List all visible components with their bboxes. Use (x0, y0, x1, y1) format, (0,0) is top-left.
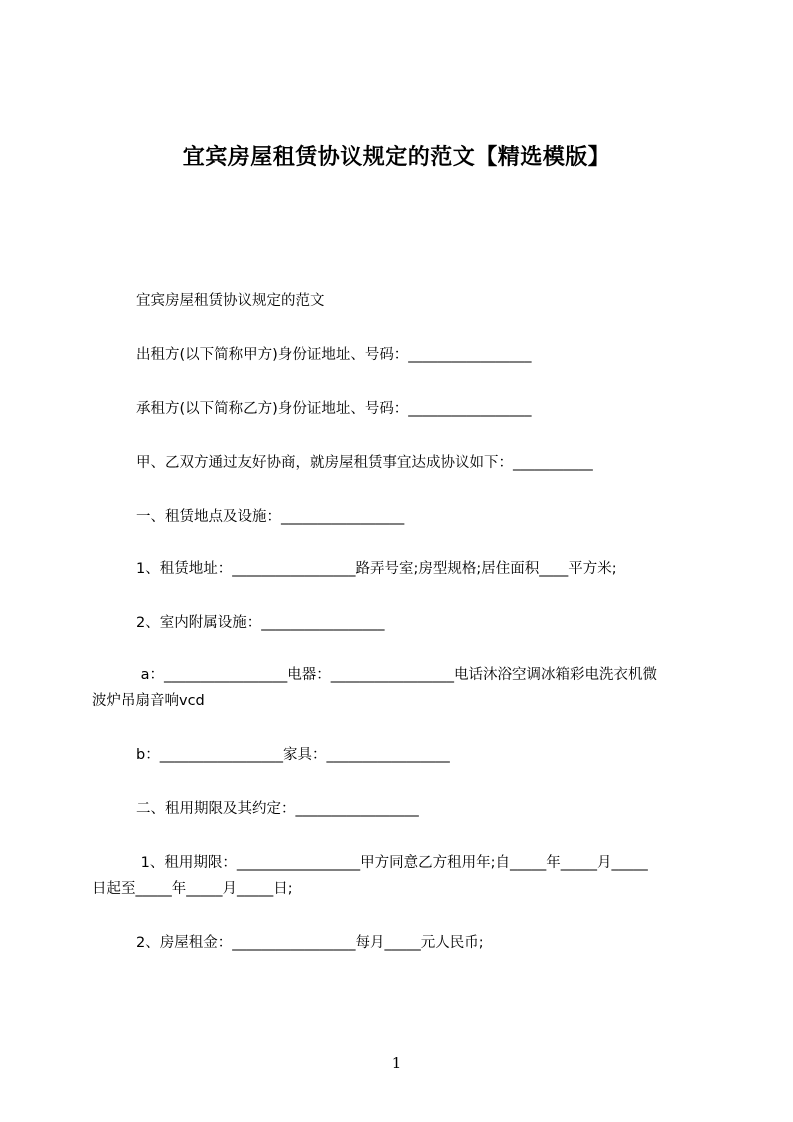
paragraph-furniture: b：_________________家具：_________________ (136, 747, 450, 763)
paragraph-appliances: a：_________________电器：_________________电话沐浴空调冰箱彩电洗衣机微 (136, 667, 657, 683)
paragraph-lease-address: 1、租赁地址：_________________路弄号室;房型规格;居住面积____平方米; (136, 561, 617, 577)
paragraph-subtitle: 宜宾房屋租赁协议规定的范文 (136, 293, 325, 309)
paragraph-appliances-cont: 波炉吊扇音响vcd (92, 693, 205, 709)
paragraph-facilities: 2、室内附属设施：_________________ (136, 615, 385, 631)
paragraph-rent: 2、房屋租金：_________________每月_____元人民币; (136, 935, 484, 951)
paragraph-lessee: 承租方(以下简称乙方)身份证地址、号码：_________________ (136, 401, 532, 417)
paragraph-agreement-intro: 甲、乙双方通过友好协商，就房屋租赁事宜达成协议如下：___________ (136, 455, 593, 471)
paragraph-section-one: 一、租赁地点及设施：_________________ (136, 509, 405, 525)
paragraph-lease-term: 1、租用期限：_________________甲方同意乙方租用年;自_____年_____月_____ (136, 855, 648, 871)
document-title: 宜宾房屋租赁协议规定的范文【精选模版】 (182, 145, 611, 170)
page-number: 1 (391, 1054, 402, 1072)
paragraph-lessor: 出租方(以下简称甲方)身份证地址、号码：_________________ (136, 347, 532, 363)
paragraph-section-two: 二、租用期限及其约定：_________________ (136, 801, 419, 817)
paragraph-lease-term-cont: 日起至_____年_____月_____日; (92, 881, 293, 897)
